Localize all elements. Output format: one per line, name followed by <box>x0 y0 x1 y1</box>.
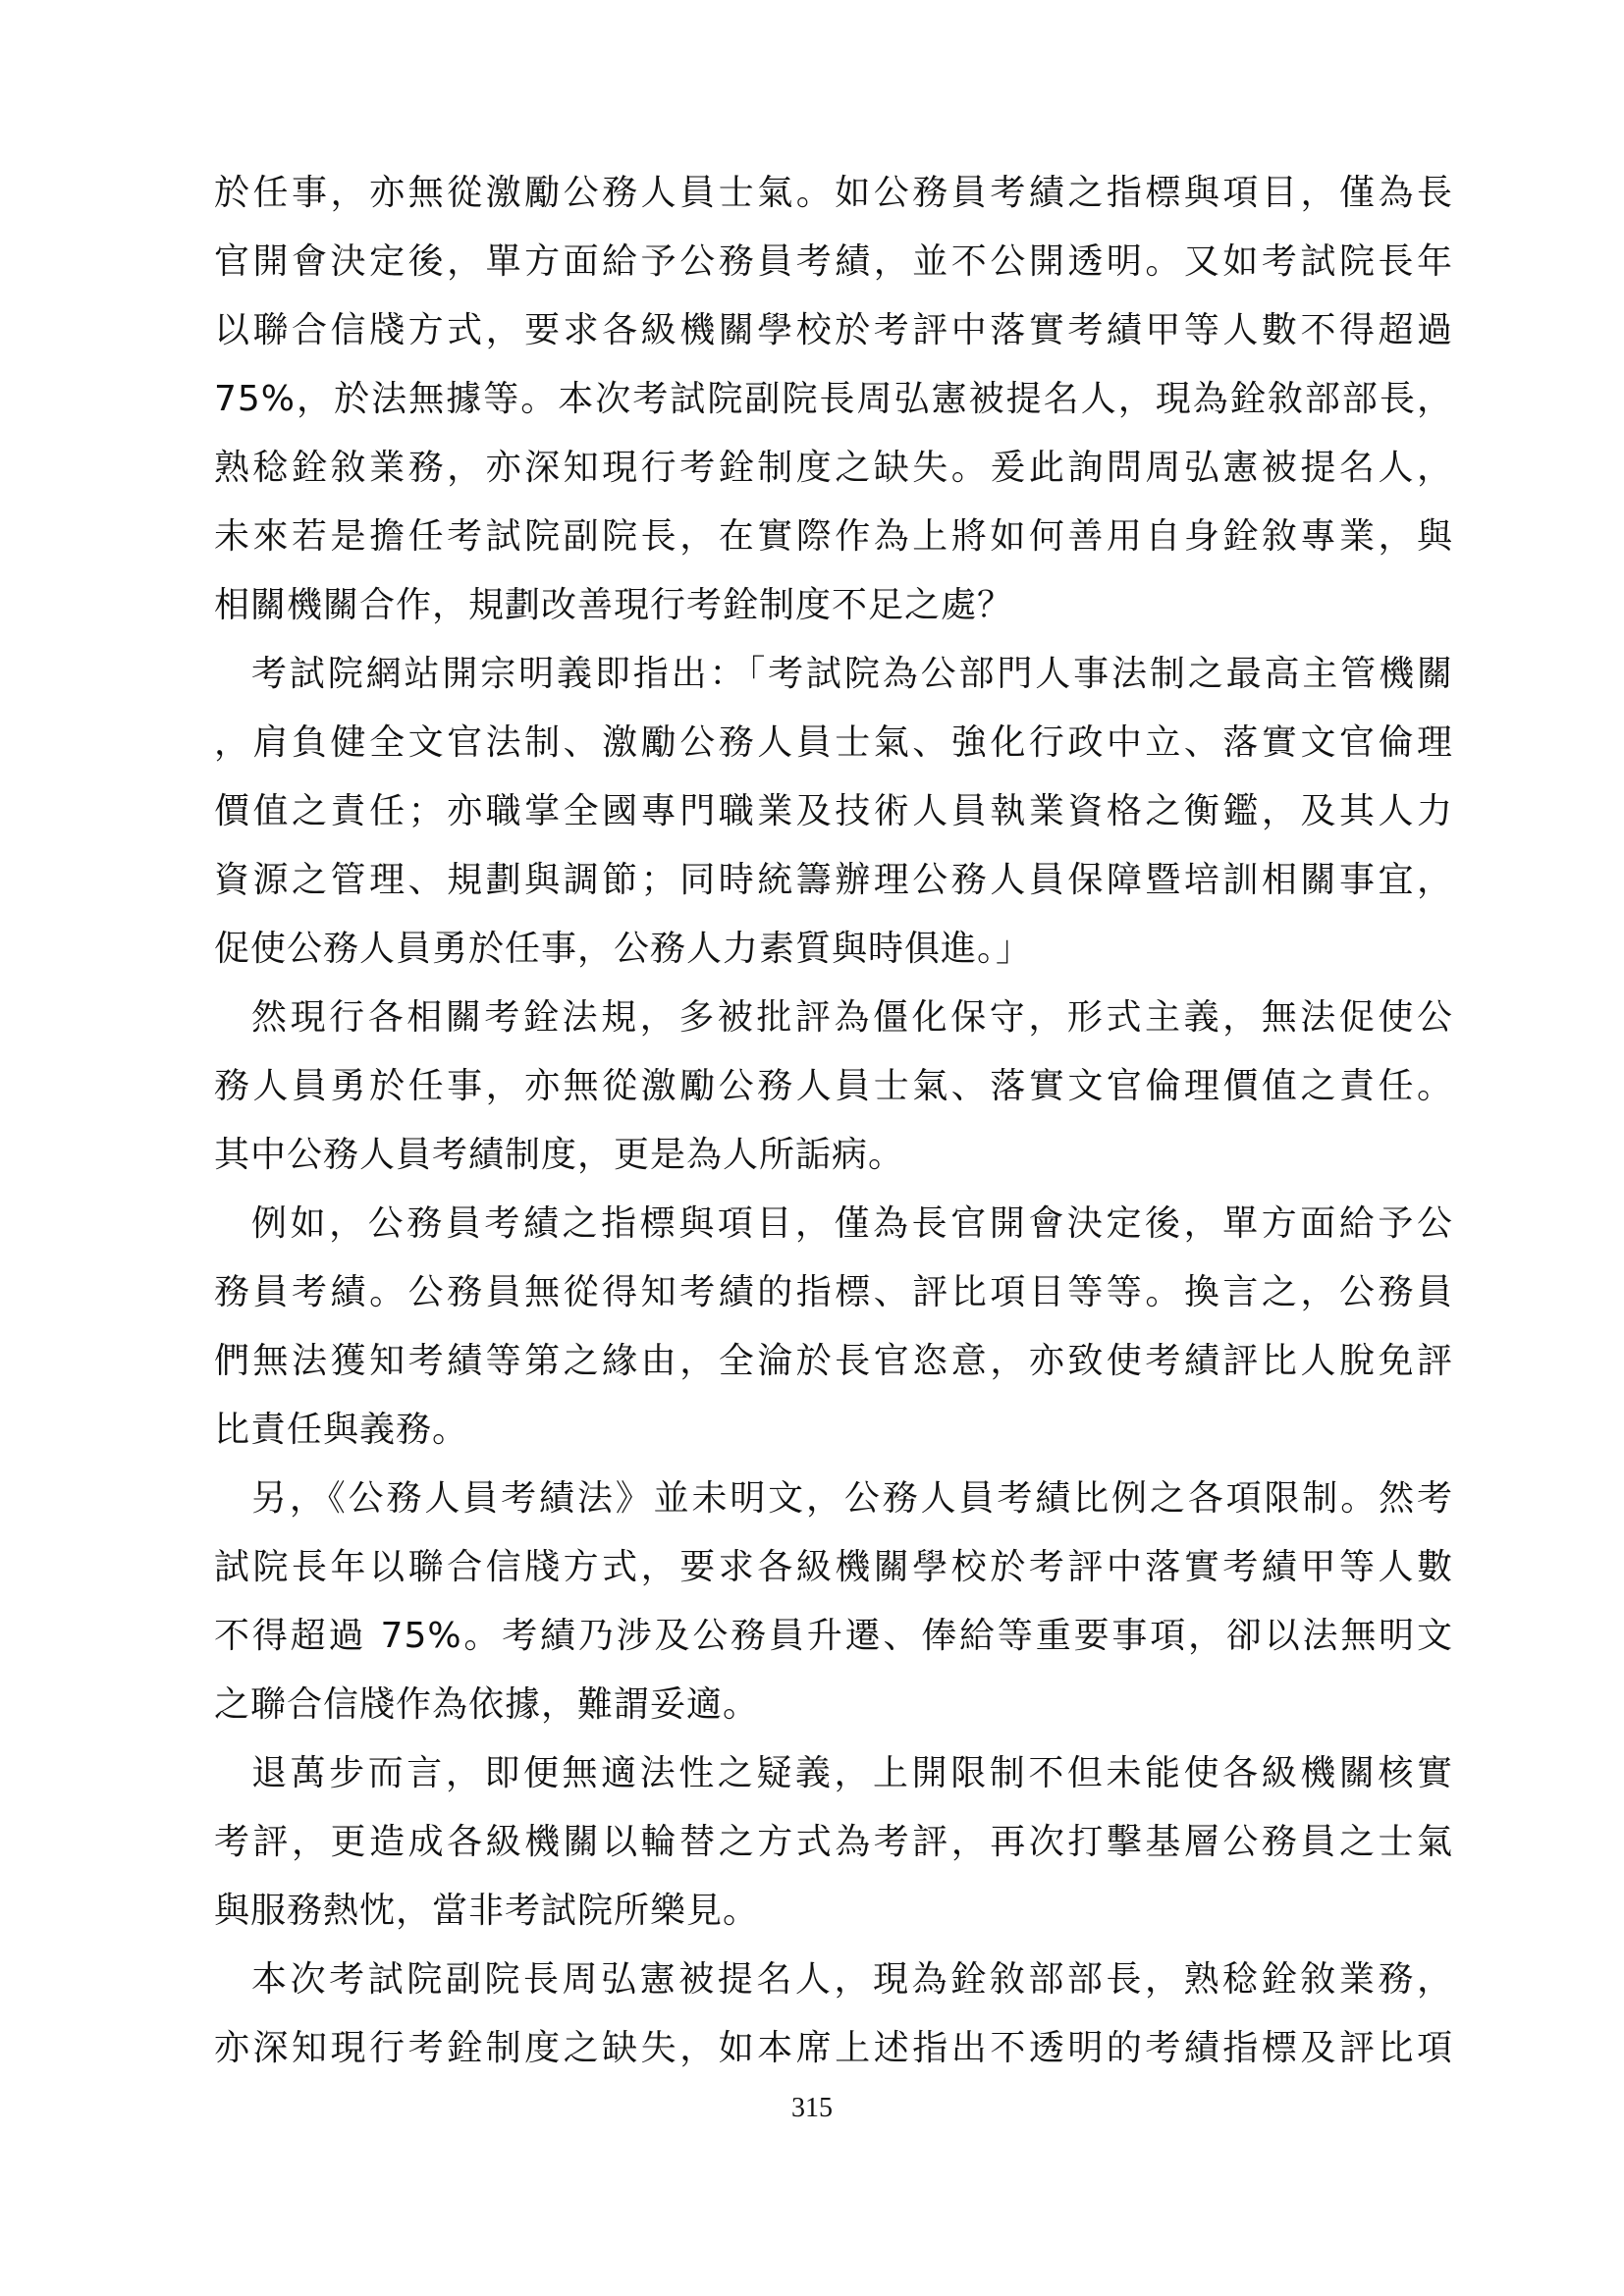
text-line: 們無法獲知考績等第之緣由，全淪於長官恣意，亦致使考績評比人脫免評 <box>214 1341 1453 1381</box>
text-line: ，肩負健全文官法制、激勵公務人員士氣、強化行政中立、落實文官倫理 <box>214 722 1453 763</box>
text-line: 亦深知現行考銓制度之缺失，如本席上述指出不透明的考績指標及評比項 <box>214 2028 1453 2068</box>
text-line: 相關機關合作，規劃改善現行考銓制度不足之處？ <box>214 585 1014 625</box>
text-line: 之聯合信牋作為依據，難謂妥適。 <box>214 1684 760 1725</box>
text-line: 考評，更造成各級機關以輪替之方式為考評，再次打擊基層公務員之士氣 <box>214 1822 1453 1862</box>
text-line: 於任事，亦無從激勵公務人員士氣。如公務員考績之指標與項目，僅為長 <box>214 173 1453 213</box>
text-line: 本次考試院副院長周弘憲被提名人，現為銓敘部部長，熟稔銓敘業務， <box>251 1959 1453 2000</box>
text-line: 熟稔銓敘業務，亦深知現行考銓制度之缺失。爰此詢問周弘憲被提名人， <box>214 448 1453 488</box>
text-line: 資源之管理、規劃與調節；同時統籌辦理公務人員保障暨培訓相關事宜， <box>214 860 1453 900</box>
text-line: 然現行各相關考銓法規，多被批評為僵化保守，形式主義，無法促使公 <box>251 997 1453 1038</box>
text-line: 促使公務人員勇於任事，公務人力素質與時俱進。」 <box>214 929 1033 969</box>
page-number: 315 <box>791 2093 833 2123</box>
body-text <box>214 159 1453 2083</box>
text-line: 試院長年以聯合信牋方式，要求各級機關學校於考評中落實考績甲等人數 <box>214 1547 1453 1587</box>
text-line: 務員考績。公務員無從得知考績的指標、評比項目等等。換言之，公務員 <box>214 1272 1453 1312</box>
text-line: 例如，公務員考績之指標與項目，僅為長官開會決定後，單方面給予公 <box>251 1203 1453 1244</box>
text-line: 考試院網站開宗明義即指出：「考試院為公部門人事法制之最高主管機關 <box>251 654 1453 694</box>
text-line: 價值之責任；亦職掌全國專門職業及技術人員執業資格之衡鑑，及其人力 <box>214 791 1453 831</box>
text-line: 退萬步而言，即便無適法性之疑義，上開限制不但未能使各級機關核實 <box>251 1753 1453 1793</box>
text-line: 75%，於法無據等。本次考試院副院長周弘憲被提名人，現為銓敘部部長， <box>214 379 1453 419</box>
text-line: 與服務熱忱，當非考試院所樂見。 <box>214 1891 760 1931</box>
text-line: 官開會決定後，單方面給予公務員考績，並不公開透明。又如考試院長年 <box>214 241 1453 282</box>
text-line: 比責任與義務。 <box>214 1410 469 1450</box>
text-line: 務人員勇於任事，亦無從激勵公務人員士氣、落實文官倫理價值之責任。 <box>214 1066 1453 1106</box>
text-line: 不得超過 75%。考績乃涉及公務員升遷、俸給等重要事項，卻以法無明文 <box>214 1616 1453 1656</box>
text-line: 未來若是擔任考試院副院長，在實際作為上將如何善用自身銓敘專業，與 <box>214 516 1453 557</box>
text-line: 另，《公務人員考績法》並未明文，公務人員考績比例之各項限制。然考 <box>251 1478 1453 1519</box>
text-line: 其中公務人員考績制度，更是為人所詬病。 <box>214 1135 905 1175</box>
text-line: 以聯合信牋方式，要求各級機關學校於考評中落實考績甲等人數不得超過 <box>214 310 1453 350</box>
